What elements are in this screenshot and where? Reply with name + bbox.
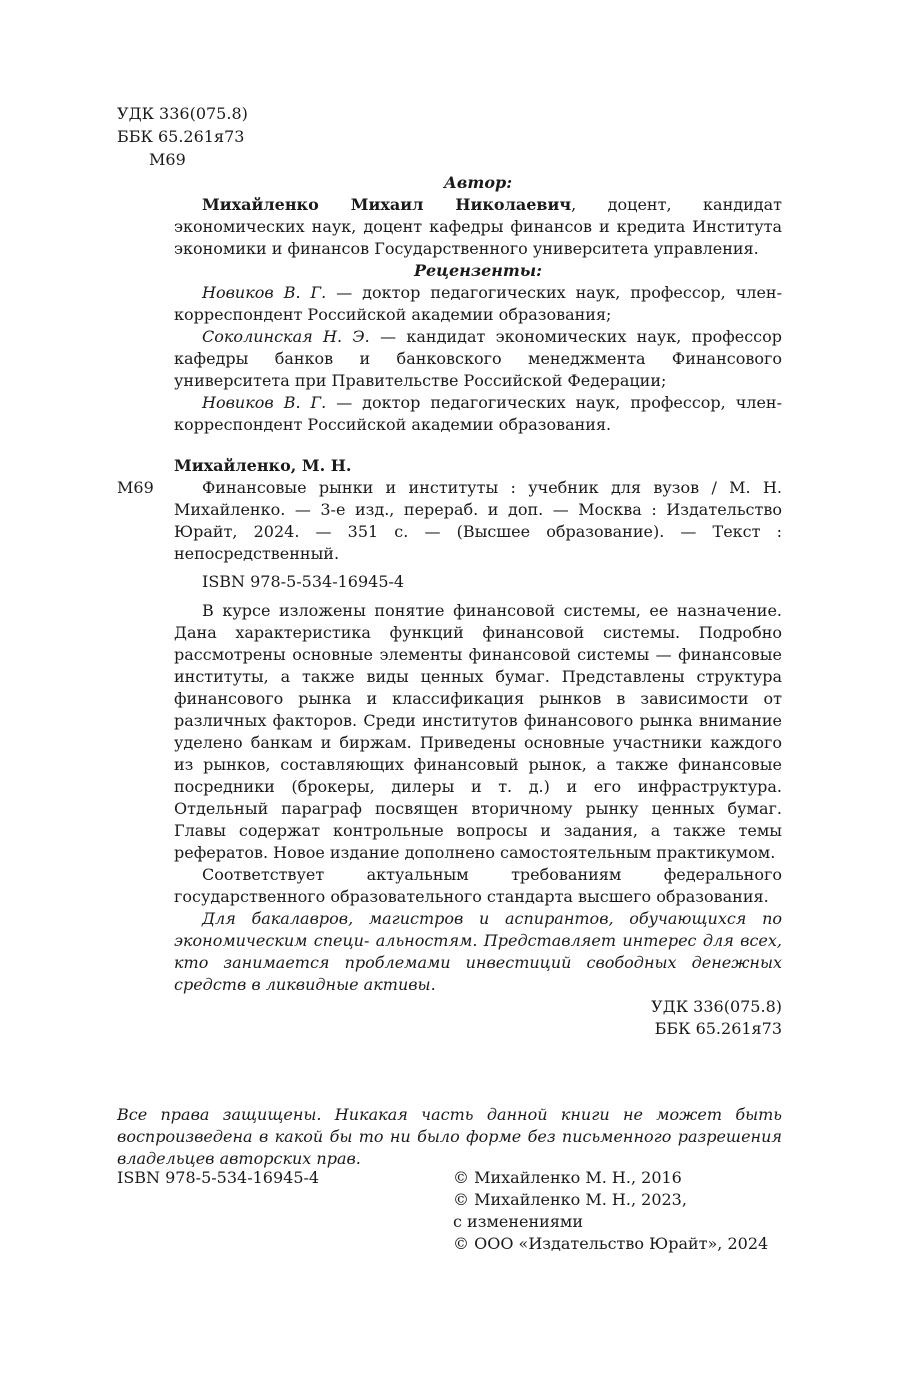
annotation bbox=[174, 600, 782, 996]
author-mark: М69 bbox=[149, 150, 186, 169]
footer-isbn: ISBN 978-5-534-16945-4 bbox=[117, 1168, 320, 1187]
reviewer-item bbox=[174, 326, 782, 392]
bbk-code: ББК 65.261я73 bbox=[654, 1019, 782, 1038]
reviewer-name: Новиков В. Г. bbox=[202, 393, 327, 412]
annotation-paragraph: Соответствует актуальным требованиям федерального государственного образовательного стандарта высшего образования. bbox=[174, 865, 782, 906]
classification-codes-bottom bbox=[651, 996, 782, 1040]
author-description: , доцент, кандидат экономических наук, доцент кафедры финансов и кредита Института экономики и финансов Государственного университета управления. bbox=[174, 195, 782, 258]
rights-notice: Все права защищены. Никакая часть данной книги не может быть воспроизведена в какой бы то ни было форме без письменного разрешения владельцев авторских прав. bbox=[117, 1105, 782, 1168]
author-paragraph bbox=[174, 194, 782, 260]
bbk-code: ББК 65.261я73 bbox=[117, 127, 245, 146]
copyright-line: © Михайленко М. Н., 2016 bbox=[453, 1168, 682, 1187]
bibliography-heading: Михайленко, М. Н. bbox=[174, 456, 352, 475]
bibliography-entry: Финансовые рынки и институты : учебник для вузов / М. Н. Михайленко. — 3-е изд., перераб. и доп. — Москва : Издательство Юрайт, 2024. — 351 с. — (Высшее образование). — Текст : непосредственный. bbox=[174, 478, 782, 563]
copyright-line: © Михайленко М. Н., 2023, bbox=[453, 1190, 687, 1209]
udk-code: УДК 336(075.8) bbox=[117, 104, 248, 123]
reviewer-name: Соколинская Н. Э. bbox=[202, 327, 370, 346]
reviewer-item bbox=[174, 392, 782, 436]
reviewers-heading: Рецензенты: bbox=[413, 261, 543, 280]
credits-block bbox=[174, 172, 782, 436]
author-heading: Автор: bbox=[443, 173, 513, 192]
copyright-line: с изменениями bbox=[453, 1212, 584, 1231]
udk-code: УДК 336(075.8) bbox=[651, 997, 782, 1016]
copyright-line: © ООО «Издательство Юрайт», 2024 bbox=[453, 1234, 769, 1253]
bibliography-mark: М69 bbox=[117, 478, 154, 497]
author-name: Михайленко Михаил Николаевич bbox=[202, 195, 572, 214]
annotation-paragraph: В курсе изложены понятие финансовой системы, ее назначение. Дана характеристика функций финансовой системы. Подробно рассмотрены основные элементы финансовой системы — финансовые институты, а также виды ценных бумаг. Представлены структура финансового рынка и классификация рынков в зависимости от различных факторов. Среди институтов финансового рынка внимание уделено банкам и биржам. Приведены основные участники каждого из рынков, составляющих финансовый рынок, а также финансовые посредники (брокеры, дилеры и т. д.) и его инфраструктура. Отдельный параграф посвящен вторичному рынку ценных бумаг. Главы содержат контрольные вопросы и задания, а также темы рефератов. Новое издание дополнено самостоятельным практикумом. bbox=[174, 601, 782, 862]
reviewer-description: — кандидат экономических наук, профессор кафедры банков и банковского менеджмента Финансового университета при Правительстве Российской Федерации; bbox=[174, 327, 783, 390]
reviewer-description: — доктор педагогических наук, профессор, член-корреспондент Российской академии образования; bbox=[174, 283, 782, 324]
reviewer-item bbox=[174, 282, 782, 326]
copyright-lines bbox=[453, 1167, 768, 1255]
classification-codes bbox=[117, 103, 248, 172]
annotation-audience: Для бакалавров, магистров и аспирантов, обучающихся по экономическим специ- альностям. Представляет интерес для всех, кто занимается проблемами инвестиций свободных денежных средств в ликвидные активы. bbox=[174, 909, 782, 994]
bibliography-isbn: ISBN 978-5-534-16945-4 bbox=[202, 572, 405, 591]
reviewer-name: Новиков В. Г. bbox=[202, 283, 327, 302]
reviewer-description: — доктор педагогических наук, профессор, член-корреспондент Российской академии образования. bbox=[174, 393, 782, 434]
